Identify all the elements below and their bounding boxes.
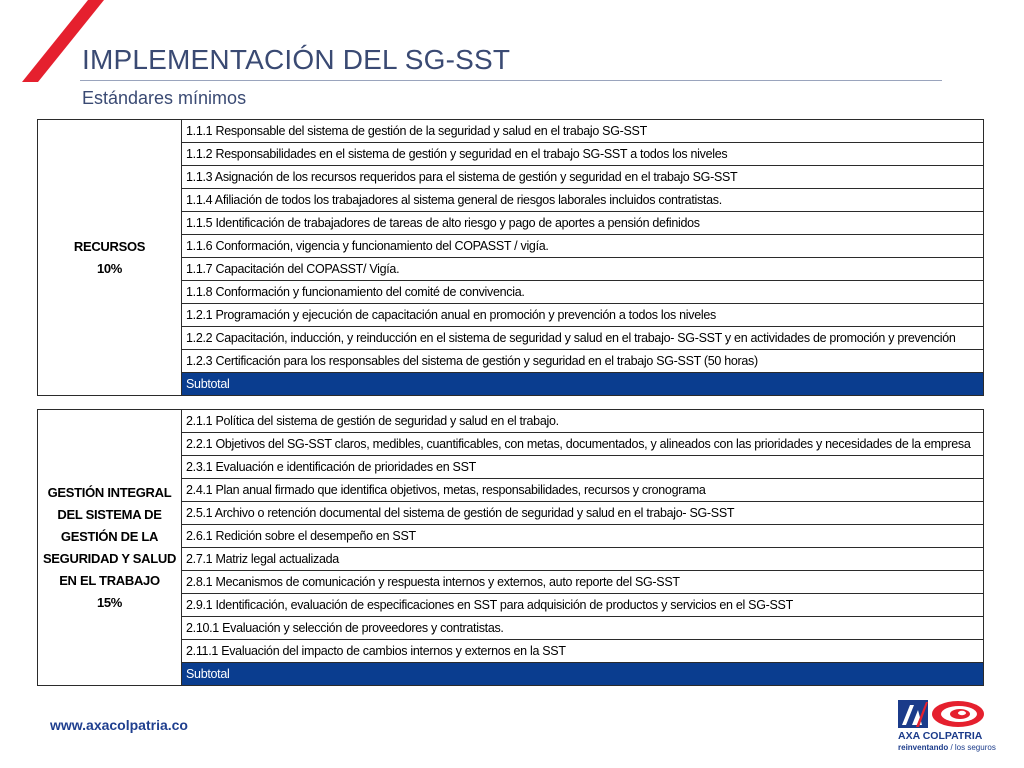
standard-item-cell: 1.2.1 Programación y ejecución de capacitación anual en promoción y prevención a todos los niveles: [182, 304, 984, 327]
logo-tagline-rest: los seguros: [954, 743, 996, 752]
category-percent: 10%: [96, 260, 123, 276]
title-divider: [80, 80, 942, 81]
standard-item-cell: 2.11.1 Evaluación del impacto de cambios internos y externos en la SST: [182, 640, 984, 663]
standard-item-cell: 1.1.2 Responsabilidades en el sistema de gestión y seguridad en el trabajo SG-SST a todos los niveles: [182, 143, 984, 166]
standard-item-cell: 1.1.3 Asignación de los recursos requeridos para el sistema de gestión y seguridad en el trabajo SG-SST: [182, 166, 984, 189]
category-cell: [38, 410, 182, 686]
standards-table-recursos: [37, 119, 984, 396]
standard-item-cell: 1.1.1 Responsable del sistema de gestión de la seguridad y salud en el trabajo SG-SST: [182, 120, 984, 143]
category-cell: [38, 120, 182, 396]
standard-item-cell: 2.10.1 Evaluación y selección de proveedores y contratistas.: [182, 617, 984, 640]
standard-item-cell: 2.8.1 Mecanismos de comunicación y respuesta internos y externos, auto reporte del SG-SST: [182, 571, 984, 594]
standard-item-cell: 1.2.2 Capacitación, inducción, y reinducción en el sistema de seguridad y salud en el trabajo- SG-SST y en actividades de promoción y prevención: [182, 327, 984, 350]
category-name: GESTIÓN INTEGRAL DEL SISTEMA DE GESTIÓN DE LA SEGURIDAD Y SALUD EN EL TRABAJO: [42, 484, 177, 588]
standard-item-cell: 2.2.1 Objetivos del SG-SST claros, medibles, cuantificables, con metas, documentados, y alineados con las prioridades y necesidades de la empresa: [182, 433, 984, 456]
standard-item-cell: 1.1.8 Conformación y funcionamiento del comité de convivencia.: [182, 281, 984, 304]
standard-item-cell: 2.4.1 Plan anual firmado que identifica objetivos, metas, responsabilidades, recursos y cronograma: [182, 479, 984, 502]
logo-text: AXA COLPATRIA: [898, 730, 983, 742]
standard-item-cell: 1.1.4 Afiliación de todos los trabajadores al sistema general de riesgos laborales incluidos contratistas.: [182, 189, 984, 212]
category-name: RECURSOS: [73, 238, 146, 254]
subtotal-cell: Subtotal: [182, 373, 984, 396]
table-row: [38, 410, 984, 433]
standard-item-cell: 2.5.1 Archivo o retención documental del sistema de gestión de seguridad y salud en el trabajo- SG-SST: [182, 502, 984, 525]
standard-item-cell: 2.7.1 Matriz legal actualizada: [182, 548, 984, 571]
standard-item-cell: 2.9.1 Identificación, evaluación de especificaciones en SST para adquisición de productos y servicios en el SG-SST: [182, 594, 984, 617]
website-link[interactable]: www.axacolpatria.co: [50, 717, 188, 733]
page-title: IMPLEMENTACIÓN DEL SG-SST: [82, 44, 511, 75]
standard-item-cell: 2.6.1 Redición sobre el desempeño en SST: [182, 525, 984, 548]
standard-item-cell: 1.1.6 Conformación, vigencia y funcionamiento del COPASST / vigía.: [182, 235, 984, 258]
standard-item-cell: 1.2.3 Certificación para los responsables del sistema de gestión y seguridad en el trabajo SG-SST (50 horas): [182, 350, 984, 373]
standard-item-cell: 1.1.7 Capacitación del COPASST/ Vigía.: [182, 258, 984, 281]
page-subtitle: Estándares mínimos: [82, 88, 247, 108]
table-row: [38, 120, 984, 143]
standard-item-cell: 2.1.1 Política del sistema de gestión de seguridad y salud en el trabajo.: [182, 410, 984, 433]
subtotal-cell: Subtotal: [182, 663, 984, 686]
standards-table-gestion-integral: [37, 409, 984, 686]
standard-item-cell: 2.3.1 Evaluación e identificación de prioridades en SST: [182, 456, 984, 479]
category-percent: 15%: [96, 594, 123, 610]
standard-item-cell: 1.1.5 Identificación de trabajadores de tareas de alto riesgo y pago de aportes a pensión definidos: [182, 212, 984, 235]
logo-tagline: reinventando / los seguros: [898, 743, 996, 752]
logo-tagline-bold: reinventando: [898, 743, 949, 752]
